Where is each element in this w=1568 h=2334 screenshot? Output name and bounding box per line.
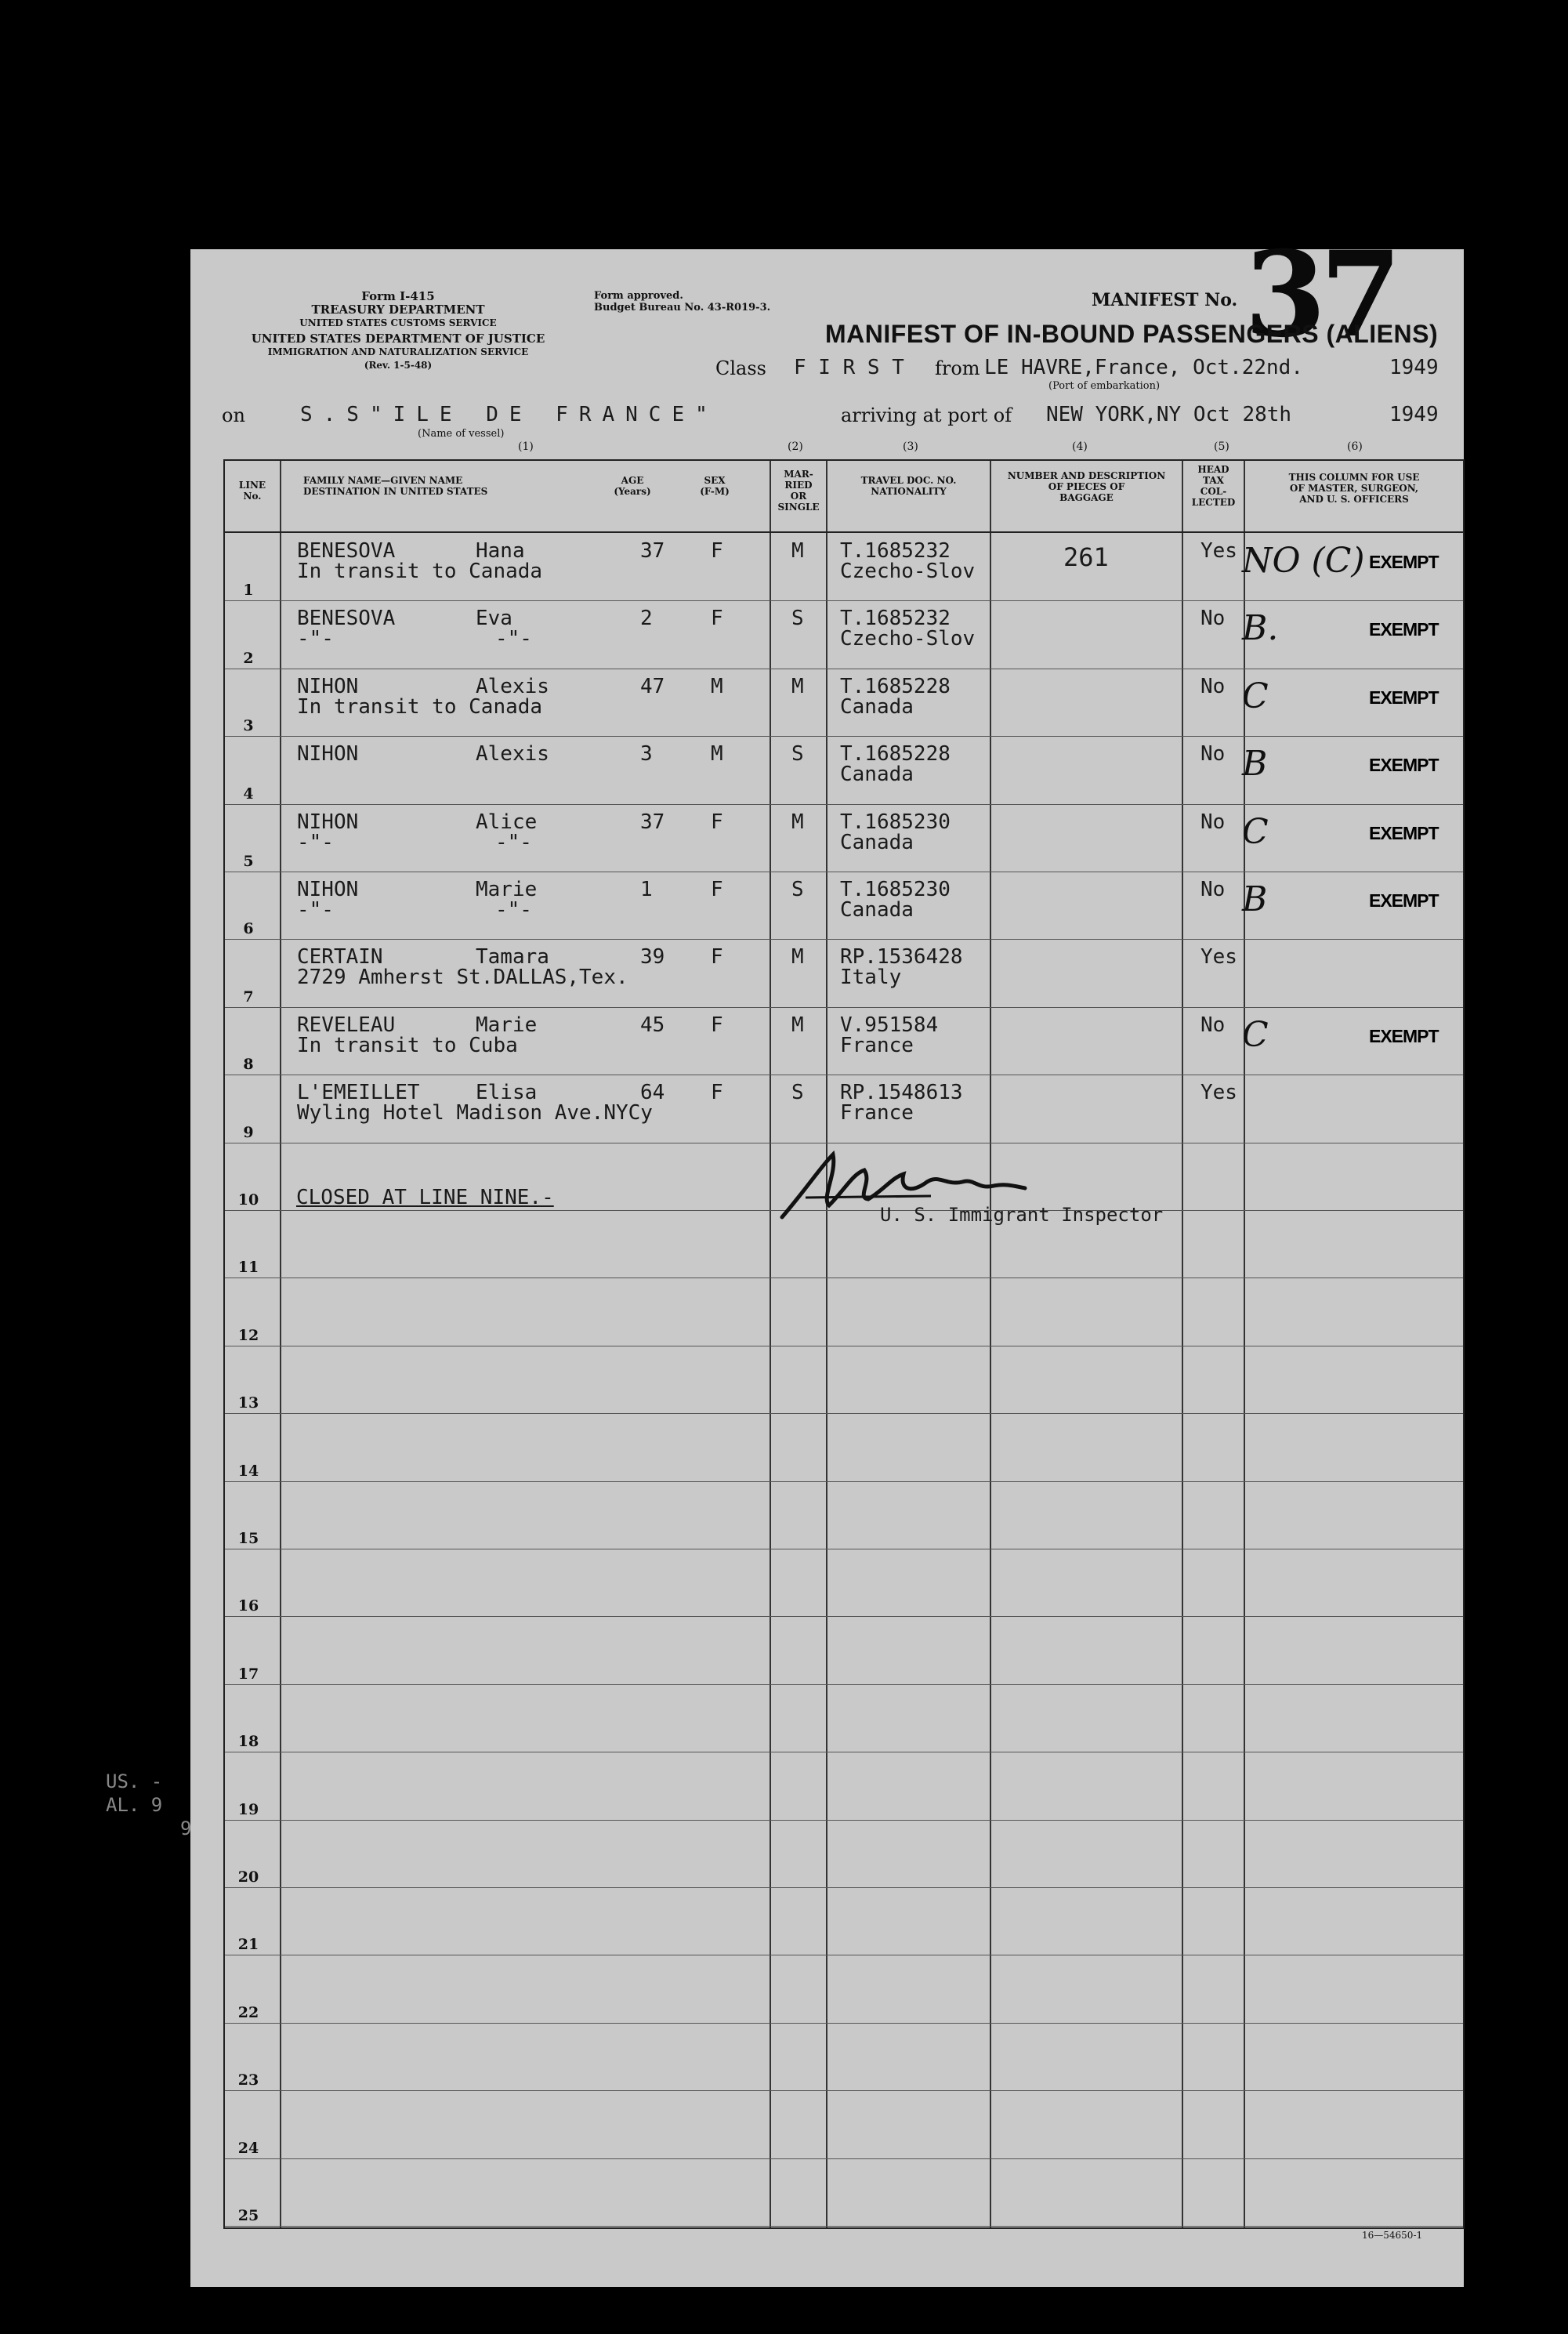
passenger-head-tax: Yes bbox=[1200, 1081, 1237, 1105]
passenger-destination-ditto: -"- bbox=[495, 898, 532, 922]
column-number-4: (4) bbox=[1072, 440, 1088, 453]
header-rule bbox=[225, 531, 1463, 533]
passenger-family-name: BENESOVA bbox=[297, 539, 396, 563]
passenger-age: 37 bbox=[640, 810, 665, 834]
line-number: 3 bbox=[243, 717, 254, 735]
passenger-marital-status: M bbox=[791, 674, 804, 698]
row-rule bbox=[225, 939, 1463, 940]
passenger-nationality: Canada bbox=[840, 763, 914, 787]
passenger-sex: M bbox=[711, 674, 723, 698]
column-divider bbox=[990, 461, 991, 2227]
passenger-sex: F bbox=[711, 878, 723, 901]
officer-handwritten-mark: C bbox=[1242, 676, 1269, 716]
line-number: 8 bbox=[243, 1056, 254, 1074]
passenger-travel-doc: RP.1536428 bbox=[840, 945, 963, 969]
line-number: 1 bbox=[243, 582, 254, 600]
header-name: FAMILY NAME—GIVEN NAME DESTINATION IN UNITED STATES bbox=[303, 475, 488, 497]
line-number: 16 bbox=[237, 1597, 259, 1615]
passenger-marital-status: M bbox=[791, 810, 804, 834]
passenger-age: 64 bbox=[640, 1081, 665, 1105]
passenger-head-tax: No bbox=[1200, 674, 1226, 698]
passenger-nationality: Canada bbox=[840, 830, 914, 854]
line-number: 13 bbox=[237, 1394, 259, 1412]
arrival-port: NEW YORK,NY Oct 28th bbox=[1046, 403, 1292, 426]
line-number: 5 bbox=[243, 853, 254, 870]
binder-hole bbox=[137, 2081, 172, 2118]
passenger-marital-status: M bbox=[791, 539, 804, 563]
passenger-family-name: L'EMEILLET bbox=[297, 1081, 420, 1105]
arrival-year: 1949 bbox=[1389, 403, 1439, 426]
margin-note bbox=[106, 1770, 191, 1840]
passenger-nationality: Italy bbox=[840, 966, 902, 990]
passenger-age: 2 bbox=[640, 607, 653, 631]
passenger-given-name: Marie bbox=[476, 878, 538, 901]
vessel-caption: (Name of vessel) bbox=[418, 428, 505, 440]
manifest-title: MANIFEST OF IN-BOUND PASSENGERS (ALIENS) bbox=[825, 320, 1439, 348]
passenger-destination: Wyling Hotel Madison Ave.NYCy bbox=[297, 1101, 653, 1125]
passenger-marital-status: S bbox=[791, 607, 804, 631]
revision-date: (Rev. 1-5-48) bbox=[364, 360, 433, 371]
passenger-age: 45 bbox=[640, 1013, 665, 1037]
row-rule bbox=[225, 1887, 1463, 1888]
manifest-page bbox=[190, 226, 1464, 2287]
passenger-destination: -"- bbox=[297, 627, 334, 651]
header-officers-use: THIS COLUMN FOR USE OF MASTER, SURGEON, AND U. S. OFFICERS bbox=[1288, 472, 1420, 505]
passenger-age: 37 bbox=[640, 539, 665, 563]
passenger-head-tax: No bbox=[1200, 1013, 1226, 1037]
arriving-label: arriving at port of bbox=[841, 404, 1012, 426]
row-rule bbox=[225, 600, 1463, 601]
header-line-no: LINE No. bbox=[238, 480, 266, 502]
line-number: 6 bbox=[243, 920, 254, 938]
passenger-destination: -"- bbox=[297, 898, 334, 922]
passenger-travel-doc: RP.1548613 bbox=[840, 1081, 963, 1105]
header-head-tax: HEAD TAX COL- LECTED bbox=[1191, 464, 1236, 508]
port-of-embarkation: LE HAVRE,France, Oct.22nd. bbox=[984, 356, 1303, 379]
exempt-stamp: EXEMPT bbox=[1369, 890, 1439, 911]
line-number: 7 bbox=[243, 988, 254, 1006]
passenger-marital-status: S bbox=[791, 878, 804, 901]
binder-hole bbox=[114, 1250, 148, 1288]
passenger-nationality: Canada bbox=[840, 898, 914, 922]
customs-service: UNITED STATES CUSTOMS SERVICE bbox=[299, 317, 497, 328]
line-number: 24 bbox=[237, 2139, 259, 2157]
ins-service: IMMIGRATION AND NATURALIZATION SERVICE bbox=[267, 346, 529, 357]
exempt-stamp: EXEMPT bbox=[1369, 619, 1439, 640]
officer-handwritten-mark: B bbox=[1242, 744, 1268, 785]
on-label: on bbox=[222, 404, 245, 426]
officer-handwritten-mark: B bbox=[1242, 879, 1268, 919]
port-caption: (Port of embarkation) bbox=[1048, 380, 1161, 392]
passenger-travel-doc: T.1685230 bbox=[840, 810, 951, 834]
justice-department: UNITED STATES DEPARTMENT OF JUSTICE bbox=[251, 332, 545, 346]
closing-note: CLOSED AT LINE NINE.- bbox=[296, 1186, 554, 1209]
officer-handwritten-mark: B. bbox=[1242, 608, 1279, 649]
binder-hole bbox=[141, 1724, 176, 1762]
approval-block bbox=[594, 290, 770, 313]
passenger-marital-status: M bbox=[791, 1013, 804, 1037]
margin-note-line-2: AL. 9 bbox=[106, 1794, 163, 1816]
exempt-stamp: EXEMPT bbox=[1369, 822, 1439, 843]
line-number: 23 bbox=[237, 2071, 259, 2089]
header-age: AGE (Years) bbox=[614, 475, 651, 497]
line-number: 17 bbox=[237, 1665, 259, 1683]
row-rule bbox=[225, 2158, 1463, 2159]
line-number: 19 bbox=[237, 1800, 259, 1818]
from-label: from bbox=[935, 357, 980, 379]
passenger-destination: 2729 Amherst St.DALLAS,Tex. bbox=[297, 966, 628, 990]
officer-handwritten-mark: C bbox=[1242, 811, 1269, 852]
passenger-travel-doc: T.1685232 bbox=[840, 607, 951, 631]
column-divider bbox=[826, 461, 827, 2227]
row-rule bbox=[225, 2226, 1463, 2227]
passenger-head-tax: No bbox=[1200, 742, 1226, 767]
binder-hole bbox=[141, 2202, 176, 2240]
line-number: 15 bbox=[237, 1530, 259, 1547]
passenger-baggage: 261 bbox=[1063, 542, 1109, 572]
column-number-3: (3) bbox=[903, 440, 918, 453]
vessel-name: S.S"ILE DE FRANCE" bbox=[300, 403, 719, 426]
header-married: MAR- RIED OR SINGLE bbox=[777, 469, 820, 513]
line-number: 14 bbox=[237, 1462, 259, 1480]
passenger-marital-status: M bbox=[791, 945, 804, 969]
form-number: Form I-415 bbox=[361, 289, 435, 303]
treasury-header bbox=[269, 290, 527, 330]
line-number: 25 bbox=[237, 2207, 259, 2224]
passenger-family-name: BENESOVA bbox=[297, 607, 396, 631]
row-rule bbox=[225, 1481, 1463, 1482]
column-number-6: (6) bbox=[1347, 440, 1363, 453]
line-number: 11 bbox=[237, 1259, 259, 1277]
row-rule bbox=[225, 1820, 1463, 1821]
line-number: 18 bbox=[237, 1733, 259, 1751]
column-divider bbox=[1244, 461, 1245, 2227]
column-number-5: (5) bbox=[1214, 440, 1229, 453]
passenger-given-name: Alice bbox=[476, 810, 538, 834]
passenger-head-tax: Yes bbox=[1200, 539, 1237, 563]
form-approved: Form approved. bbox=[594, 290, 683, 302]
line-number: 12 bbox=[237, 1326, 259, 1344]
passenger-destination-ditto: -"- bbox=[495, 830, 532, 854]
passenger-head-tax: No bbox=[1200, 810, 1226, 834]
passenger-head-tax: No bbox=[1200, 878, 1226, 901]
column-divider bbox=[1182, 461, 1183, 2227]
passenger-sex: M bbox=[711, 742, 723, 767]
line-number: 21 bbox=[237, 1936, 259, 1954]
row-rule bbox=[225, 1413, 1463, 1414]
passenger-destination-ditto: -"- bbox=[495, 627, 532, 651]
passenger-sex: F bbox=[711, 539, 723, 563]
exempt-stamp: EXEMPT bbox=[1369, 1025, 1439, 1046]
passenger-travel-doc: T.1685230 bbox=[840, 878, 951, 901]
line-number: 4 bbox=[243, 785, 254, 803]
inspector-label: U. S. Immigrant Inspector bbox=[880, 1204, 1164, 1226]
passenger-family-name: CERTAIN bbox=[297, 945, 383, 969]
header-baggage: NUMBER AND DESCRIPTION OF PIECES OF BAGGAGE bbox=[1007, 470, 1166, 503]
class-label: Class bbox=[715, 357, 766, 379]
passenger-given-name: Eva bbox=[476, 607, 512, 631]
margin-note-line-1: US. - bbox=[106, 1770, 163, 1792]
manifest-label: MANIFEST No. bbox=[1092, 290, 1238, 310]
passenger-destination: In transit to Canada bbox=[297, 560, 543, 583]
passenger-nationality: France bbox=[840, 1101, 914, 1125]
passenger-sex: F bbox=[711, 1081, 723, 1105]
row-rule bbox=[225, 804, 1463, 805]
justice-header bbox=[222, 332, 574, 372]
column-number-1: (1) bbox=[518, 440, 534, 453]
binder-hole bbox=[141, 564, 176, 602]
column-number-2: (2) bbox=[788, 440, 803, 453]
passenger-nationality: Canada bbox=[840, 694, 914, 719]
passenger-sex: F bbox=[711, 945, 723, 969]
passenger-travel-doc: T.1685228 bbox=[840, 742, 951, 767]
passenger-given-name: Alexis bbox=[476, 742, 549, 767]
passenger-sex: F bbox=[711, 607, 723, 631]
passenger-travel-doc: T.1685228 bbox=[840, 674, 951, 698]
header-sex: SEX (F-M) bbox=[700, 475, 730, 497]
row-rule bbox=[225, 1616, 1463, 1617]
passenger-destination: In transit to Canada bbox=[297, 694, 543, 719]
footer-code: 16—54650-1 bbox=[1362, 2230, 1423, 2241]
column-divider bbox=[770, 461, 771, 2227]
column-divider bbox=[280, 461, 281, 2227]
manifest-number: 37 bbox=[1244, 226, 1396, 364]
passenger-head-tax: Yes bbox=[1200, 945, 1237, 969]
passenger-destination: In transit to Cuba bbox=[297, 1033, 518, 1057]
row-rule bbox=[225, 2090, 1463, 2091]
passenger-marital-status: S bbox=[791, 1081, 804, 1105]
passenger-age: 39 bbox=[640, 945, 665, 969]
passenger-age: 3 bbox=[640, 742, 653, 767]
passenger-family-name: REVELEAU bbox=[297, 1013, 396, 1037]
passenger-age: 1 bbox=[640, 878, 653, 901]
line-number: 9 bbox=[243, 1123, 254, 1141]
officer-handwritten-mark: C bbox=[1242, 1014, 1269, 1055]
header-travel-doc: TRAVEL DOC. NO. NATIONALITY bbox=[860, 475, 957, 497]
embarkation-year: 1949 bbox=[1389, 356, 1439, 379]
binder-hole bbox=[141, 304, 176, 342]
passenger-given-name: Alexis bbox=[476, 674, 549, 698]
officer-handwritten-mark: NO (C) bbox=[1242, 541, 1365, 581]
passenger-sex: F bbox=[711, 810, 723, 834]
row-rule bbox=[225, 736, 1463, 737]
exempt-stamp: EXEMPT bbox=[1369, 687, 1439, 708]
exempt-stamp: EXEMPT bbox=[1369, 552, 1439, 572]
margin-note-line-3: 9 bbox=[180, 1818, 192, 1839]
binder-hole bbox=[141, 435, 176, 473]
passenger-table bbox=[223, 459, 1465, 2229]
class-value: F I R S T bbox=[794, 356, 904, 379]
passenger-age: 47 bbox=[640, 674, 665, 698]
passenger-sex: F bbox=[711, 1013, 723, 1037]
passenger-nationality: France bbox=[840, 1033, 914, 1057]
passenger-given-name: Elisa bbox=[476, 1081, 538, 1105]
row-rule bbox=[225, 2023, 1463, 2024]
line-number: 20 bbox=[237, 1868, 259, 1886]
passenger-family-name: NIHON bbox=[297, 878, 359, 901]
passenger-given-name: Tamara bbox=[476, 945, 549, 969]
line-number: 2 bbox=[243, 649, 254, 667]
line-number: 22 bbox=[237, 2003, 259, 2021]
passenger-given-name: Marie bbox=[476, 1013, 538, 1037]
passenger-family-name: NIHON bbox=[297, 810, 359, 834]
passenger-destination: -"- bbox=[297, 830, 334, 854]
exempt-stamp: EXEMPT bbox=[1369, 755, 1439, 776]
passenger-head-tax: No bbox=[1200, 607, 1226, 631]
budget-bureau: Budget Bureau No. 43-R019-3. bbox=[594, 302, 771, 313]
passenger-given-name: Hana bbox=[476, 539, 525, 563]
passenger-family-name: NIHON bbox=[297, 742, 359, 767]
line-number: 10 bbox=[237, 1191, 259, 1209]
row-rule bbox=[225, 1684, 1463, 1685]
passenger-marital-status: S bbox=[791, 742, 804, 767]
passenger-nationality: Czecho-Slov bbox=[840, 627, 976, 651]
treasury-department: TREASURY DEPARTMENT bbox=[311, 303, 485, 317]
passenger-travel-doc: V.951584 bbox=[840, 1013, 939, 1037]
passenger-travel-doc: T.1685232 bbox=[840, 539, 951, 563]
row-rule bbox=[225, 1007, 1463, 1008]
passenger-family-name: NIHON bbox=[297, 674, 359, 698]
passenger-nationality: Czecho-Slov bbox=[840, 560, 976, 583]
